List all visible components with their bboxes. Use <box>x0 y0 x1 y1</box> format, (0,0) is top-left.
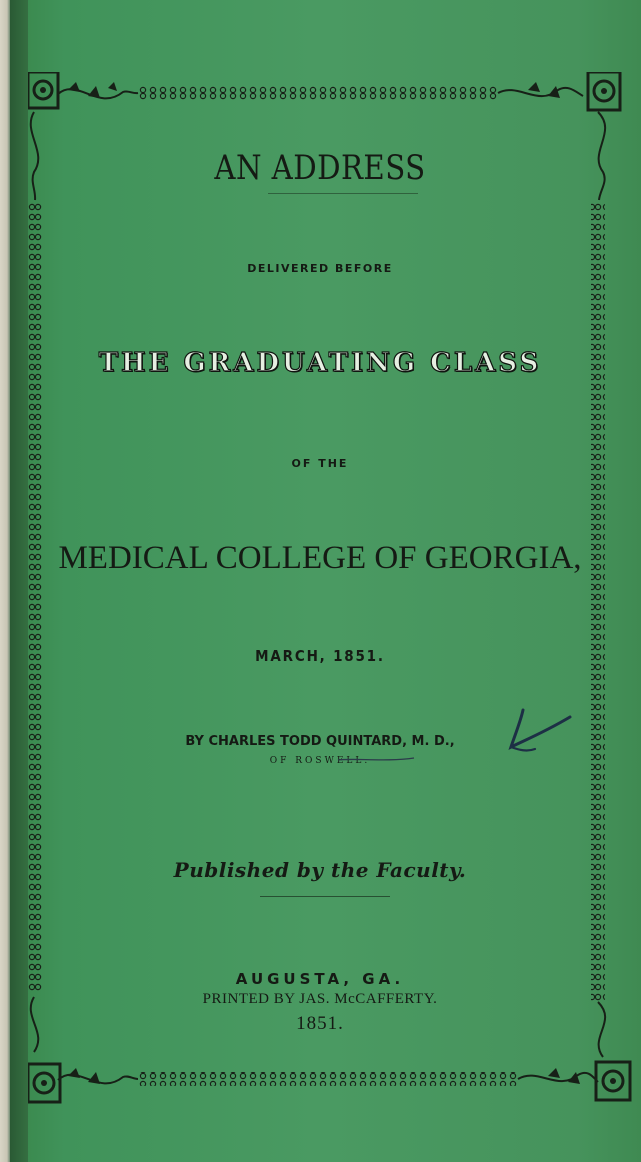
corner-ornament-icon <box>28 72 58 108</box>
imprint-year: 1851. <box>296 1013 344 1034</box>
college-name: MEDICAL COLLEGE OF GEORGIA, <box>58 540 582 576</box>
address-title: AN ADDRESS <box>214 148 426 188</box>
title-page-text <box>60 0 580 1162</box>
title-rule <box>268 193 418 194</box>
book-spine-shadow <box>10 0 28 1162</box>
imprint-printer: PRINTED BY JAS. McCAFFERTY. <box>202 991 438 1007</box>
author-line: BY CHARLES TODD QUINTARD, M. D., <box>185 734 455 749</box>
book-spine-edge <box>0 0 10 1162</box>
publisher-note: Published by the Faculty. <box>173 858 467 882</box>
of-the-line: OF THE <box>291 457 349 470</box>
pencil-underline-icon <box>336 756 416 764</box>
delivered-before-line: DELIVERED BEFORE <box>247 262 393 275</box>
pencil-check-mark-icon <box>505 705 575 765</box>
imprint-city: AUGUSTA, GA. <box>235 970 405 988</box>
publisher-rule <box>260 896 390 897</box>
address-date: MARCH, 1851. <box>255 647 385 665</box>
graduating-class-line: THE GRADUATING CLASS <box>98 348 542 378</box>
author-residence: OF ROSWELL. <box>269 756 371 766</box>
